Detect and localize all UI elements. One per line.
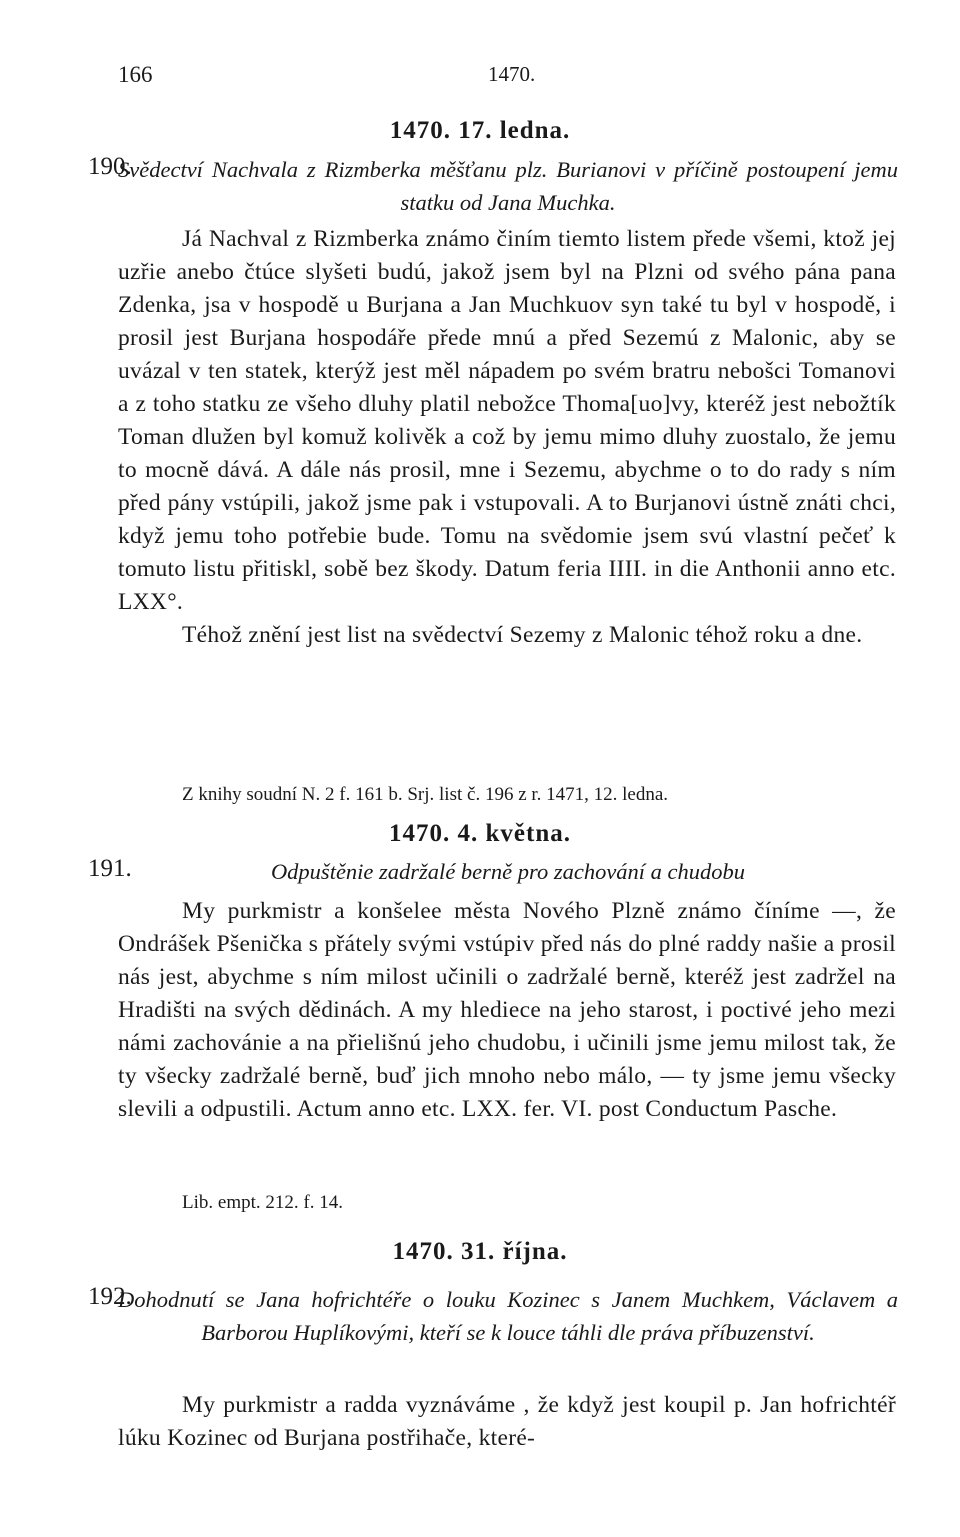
running-title: 1470.: [488, 62, 536, 86]
doc-190-title: Svědectví Nachvala z Rizmberka měšťanu plz. Burianovi v příčině postoupení jemu statku od Jana Muchka.: [118, 157, 898, 215]
doc-191-number: 191.: [88, 855, 132, 882]
doc-192-number: 192.: [88, 1283, 132, 1310]
doc-190-paragraph-2: Téhož znění jest list na svědectví Sezemy z Malonic téhož roku a dne.: [182, 622, 863, 648]
doc-190-date: 1470. 17. ledna.: [389, 117, 571, 144]
doc-190-number: 190.: [88, 153, 132, 180]
doc-192-paragraph-1: My purkmistr a radda vyznáváme , že když jest koupil p. Jan hofrichtéř lúku Kozinec od Burjana postřihače, které-: [118, 1392, 896, 1451]
doc-192-date: 1470. 31. října.: [392, 1238, 568, 1265]
doc-190-source: Z knihy soudní N. 2 f. 161 b. Srj. list č. 196 z r. 1471, 12. ledna.: [182, 784, 669, 805]
doc-192-title: Dohodnutí se Jana hofrichtéře o louku Kozinec s Janem Muchkem, Václavem a Barborou Huplíkovými, kteří se k louce táhli dle práva příbuzenství.: [118, 1287, 898, 1345]
doc-192-body: [118, 1389, 896, 1455]
doc-191-body: [118, 895, 896, 1126]
doc-190-paragraph-1: Já Nachval z Rizmberka známo činím tiemto listem přede všemi, ktož jej uzřie anebo čtúce slyšeti budú, jakož jsem byl na Plzni od svého pána pana Zdenka, jsa v hospodě u Burjana a Jan Muchkuov syn také tu byl v hospodě, i prosil jest Burjana hospodáře přede mnú a před Sezemú z Malonic, aby se uvázal v ten statek, kterýž jest měl nápadem po svém bratru nebošci Tomanovi a z toho statku ze všeho dluhy platil nebožce Thoma[uo]vy, kteréž jest nebožtík Toman dlužen byl komuž kolivěk a což by jemu mimo dluhy zuostalo, že jemu to mocně dává. A dále nás prosil, mne i Sezemu, abychme o to do rady s ním před pány vstúpili, jakož jsme pak i vstupovali. A to Burjanovi ústně znáti chci, když jemu toho potřebie bude. Tomu na svědomie jsem svú vlastní pečeť k tomuto listu přitiskl, sobě bez škody. Datum feria IIII. in die Anthonii anno etc. LXX°.: [118, 226, 896, 615]
doc-191-date: 1470. 4. května.: [389, 820, 571, 847]
doc-191-title: Odpuštěnie zadržalé berně pro zachování a chudobu: [270, 859, 746, 884]
doc-190-body: [118, 223, 896, 652]
page-number: 166: [118, 62, 153, 87]
doc-191-paragraph-1: My purkmistr a konšelee města Nového Plzně známo číníme —, že Ondrášek Pšenička s přátely svými vstúpiv před nás do plné raddy našie a prosil nás jest, abychme s ním milost učinili o zadržalé berně, kteréž jest zadržel na Hradišti na svých dědinách. A my hlediece na jeho starost, i poctivé jeho mezi námi zachovánie a na přielišnú jeho chudobu, i učinili jsme jemu milost tak, že ty všecky zadržalé berně, buď jich mnoho nebo málo, — ty jsme jemu všecky slevili a odpustili. Actum anno etc. LXX. fer. VI. post Conductum Pasche.: [118, 898, 896, 1122]
doc-191-source: Lib. empt. 212. f. 14.: [182, 1192, 343, 1213]
